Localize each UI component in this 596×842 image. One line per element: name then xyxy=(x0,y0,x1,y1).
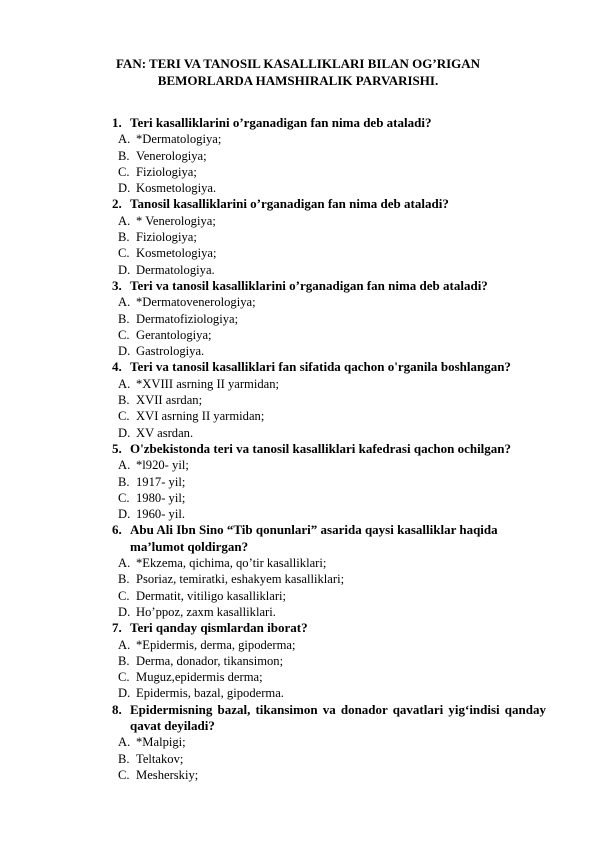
option-letter: B. xyxy=(118,311,130,326)
option-letter: A. xyxy=(118,458,131,473)
answer-option xyxy=(118,327,546,343)
question-item xyxy=(112,620,546,701)
option-text: XVI asrning II yarmidan; xyxy=(136,409,265,424)
title-line-1: FAN: TERI VA TANOSIL KASALLIKLARI BILAN OG’RIGAN xyxy=(115,56,481,71)
option-letter: B. xyxy=(118,653,130,668)
option-letter: A. xyxy=(118,735,131,750)
option-text: Epidermis, bazal, gipoderma. xyxy=(136,686,284,701)
question-heading xyxy=(112,196,546,212)
answer-option xyxy=(118,343,546,359)
option-letter: D. xyxy=(118,262,131,277)
question-heading xyxy=(112,522,546,555)
question-number: 4. xyxy=(112,359,122,375)
option-text: 1980- yil; xyxy=(136,490,186,505)
answer-option xyxy=(118,490,546,506)
option-text: Teltakov; xyxy=(136,751,184,766)
answer-options xyxy=(118,376,546,441)
option-text: 1917- yil; xyxy=(136,474,186,489)
option-letter: A. xyxy=(118,213,131,228)
question-number: 2. xyxy=(112,196,122,212)
option-text: Venerologiya; xyxy=(136,148,207,163)
answer-option xyxy=(118,131,546,147)
question-number: 5. xyxy=(112,440,122,456)
answer-option xyxy=(118,474,546,490)
question-text: Teri va tanosil kasalliklarini o’rganadigan fan nima deb ataladi? xyxy=(130,277,488,293)
answer-option xyxy=(118,262,546,278)
answer-option xyxy=(118,392,546,408)
option-letter: B. xyxy=(118,572,130,587)
answer-option xyxy=(118,604,546,620)
answer-option xyxy=(118,376,546,392)
option-text: Ho’ppoz, zaxm kasalliklari. xyxy=(136,604,276,619)
option-text: *Epidermis, derma, gipoderma; xyxy=(136,637,296,652)
question-text: O'zbekistonda teri va tanosil kasalliklari kafedrasi qachon ochilgan? xyxy=(130,440,512,456)
option-text: *Malpigi; xyxy=(136,735,186,750)
answer-option xyxy=(118,734,546,750)
answer-option xyxy=(118,294,546,310)
question-text: Epidermisning bazal, tikansimon va donador qavatlari yig‘indisi qanday qavat deyiladi? xyxy=(130,701,546,733)
answer-option xyxy=(118,213,546,229)
question-text: Teri qanday qismlardan iborat? xyxy=(130,620,308,636)
question-number: 3. xyxy=(112,277,122,293)
option-letter: A. xyxy=(118,376,131,391)
option-text: *XVIII asrning II yarmidan; xyxy=(136,376,280,391)
answer-option xyxy=(118,229,546,245)
document-title xyxy=(60,55,536,89)
answer-option xyxy=(118,164,546,180)
answer-option xyxy=(118,685,546,701)
option-text: Dermatologiya. xyxy=(136,262,215,277)
answer-option xyxy=(118,571,546,587)
option-letter: D. xyxy=(118,686,131,701)
answer-options xyxy=(118,457,546,522)
option-text: 1960- yil. xyxy=(136,507,185,522)
option-letter: D. xyxy=(118,425,131,440)
question-text: Teri va tanosil kasalliklari fan sifatida qachon o'rganila boshlangan? xyxy=(130,359,511,375)
option-letter: A. xyxy=(118,556,131,571)
option-text: Mesherskiy; xyxy=(136,767,199,782)
question-heading xyxy=(112,278,546,294)
option-text: XV asrdan. xyxy=(136,425,194,440)
question-text: Tanosil kasalliklarini o’rganadigan fan nima deb ataladi? xyxy=(130,196,449,212)
option-letter: C. xyxy=(118,767,130,782)
option-letter: B. xyxy=(118,148,130,163)
option-letter: A. xyxy=(118,637,131,652)
question-item xyxy=(112,359,546,440)
answer-option xyxy=(118,457,546,473)
question-heading xyxy=(112,359,546,375)
option-letter: C. xyxy=(118,164,130,179)
answer-options xyxy=(118,555,546,620)
option-text: Fiziologiya; xyxy=(136,164,197,179)
answer-option xyxy=(118,669,546,685)
option-text: *Dermatovenerologiya; xyxy=(136,295,256,310)
answer-options xyxy=(118,294,546,359)
answer-options xyxy=(118,131,546,196)
question-item xyxy=(112,196,546,277)
answer-option xyxy=(118,311,546,327)
answer-option xyxy=(118,148,546,164)
option-letter: C. xyxy=(118,246,130,261)
option-text: *Dermatologiya; xyxy=(136,132,222,147)
question-heading xyxy=(112,441,546,457)
question-number: 6. xyxy=(112,522,122,538)
option-letter: C. xyxy=(118,588,130,603)
option-text: Kosmetologiya; xyxy=(136,246,217,261)
answer-option xyxy=(118,751,546,767)
answer-options xyxy=(118,734,546,783)
option-letter: B. xyxy=(118,230,130,245)
option-text: XVII asrdan; xyxy=(136,393,203,408)
option-letter: D. xyxy=(118,181,131,196)
option-letter: C. xyxy=(118,327,130,342)
option-letter: A. xyxy=(118,295,131,310)
answer-option xyxy=(118,506,546,522)
option-letter: C. xyxy=(118,670,130,685)
question-number: 8. xyxy=(112,701,122,717)
question-item xyxy=(112,115,546,196)
question-text: Abu Ali Ibn Sino “Tib qonunlari” asarida qaysi kasalliklar haqida ma’lumot qoldirgan? xyxy=(130,522,498,554)
answer-option xyxy=(118,180,546,196)
option-text: Dermatofiziologiya; xyxy=(136,311,239,326)
option-letter: D. xyxy=(118,507,131,522)
question-item xyxy=(112,441,546,522)
answer-option xyxy=(118,555,546,571)
question-heading xyxy=(112,620,546,636)
option-text: Derma, donador, tikansimon; xyxy=(136,653,284,668)
option-text: Gerantologiya; xyxy=(136,327,212,342)
question-heading xyxy=(112,115,546,131)
question-number: 7. xyxy=(112,620,122,636)
option-letter: C. xyxy=(118,409,130,424)
answer-option xyxy=(118,245,546,261)
option-text: * Venerologiya; xyxy=(136,213,216,228)
answer-option xyxy=(118,408,546,424)
question-item xyxy=(112,278,546,359)
answer-options xyxy=(118,637,546,702)
option-text: Muguz,epidermis derma; xyxy=(136,670,263,685)
option-text: Dermatit, vitiligo kasalliklari; xyxy=(136,588,287,603)
question-item xyxy=(112,702,546,783)
answer-option xyxy=(118,767,546,783)
answer-option xyxy=(118,637,546,653)
question-heading xyxy=(112,702,546,735)
option-letter: A. xyxy=(118,132,131,147)
answer-option xyxy=(118,588,546,604)
option-letter: D. xyxy=(118,344,131,359)
question-list xyxy=(112,115,546,783)
question-text: Teri kasalliklarini o’rganadigan fan nima deb ataladi? xyxy=(130,115,432,130)
answer-option xyxy=(118,653,546,669)
option-text: Kosmetologiya. xyxy=(136,181,217,196)
option-letter: B. xyxy=(118,393,130,408)
answer-option xyxy=(118,425,546,441)
option-text: *l920- yil; xyxy=(136,458,189,473)
option-letter: B. xyxy=(118,751,130,766)
question-number: 1. xyxy=(112,115,122,130)
option-text: *Ekzema, qichima, qo’tir kasalliklari; xyxy=(136,556,327,571)
option-letter: C. xyxy=(118,490,130,505)
option-letter: B. xyxy=(118,474,130,489)
question-item xyxy=(112,522,546,620)
option-text: Psoriaz, temiratki, eshakyem kasalliklari; xyxy=(136,572,345,587)
option-text: Fiziologiya; xyxy=(136,230,197,245)
answer-options xyxy=(118,213,546,278)
option-letter: D. xyxy=(118,604,131,619)
title-line-2: BEMORLARDA HAMSHIRALIK PARVARISHI. xyxy=(157,73,439,88)
option-text: Gastrologiya. xyxy=(136,344,205,359)
